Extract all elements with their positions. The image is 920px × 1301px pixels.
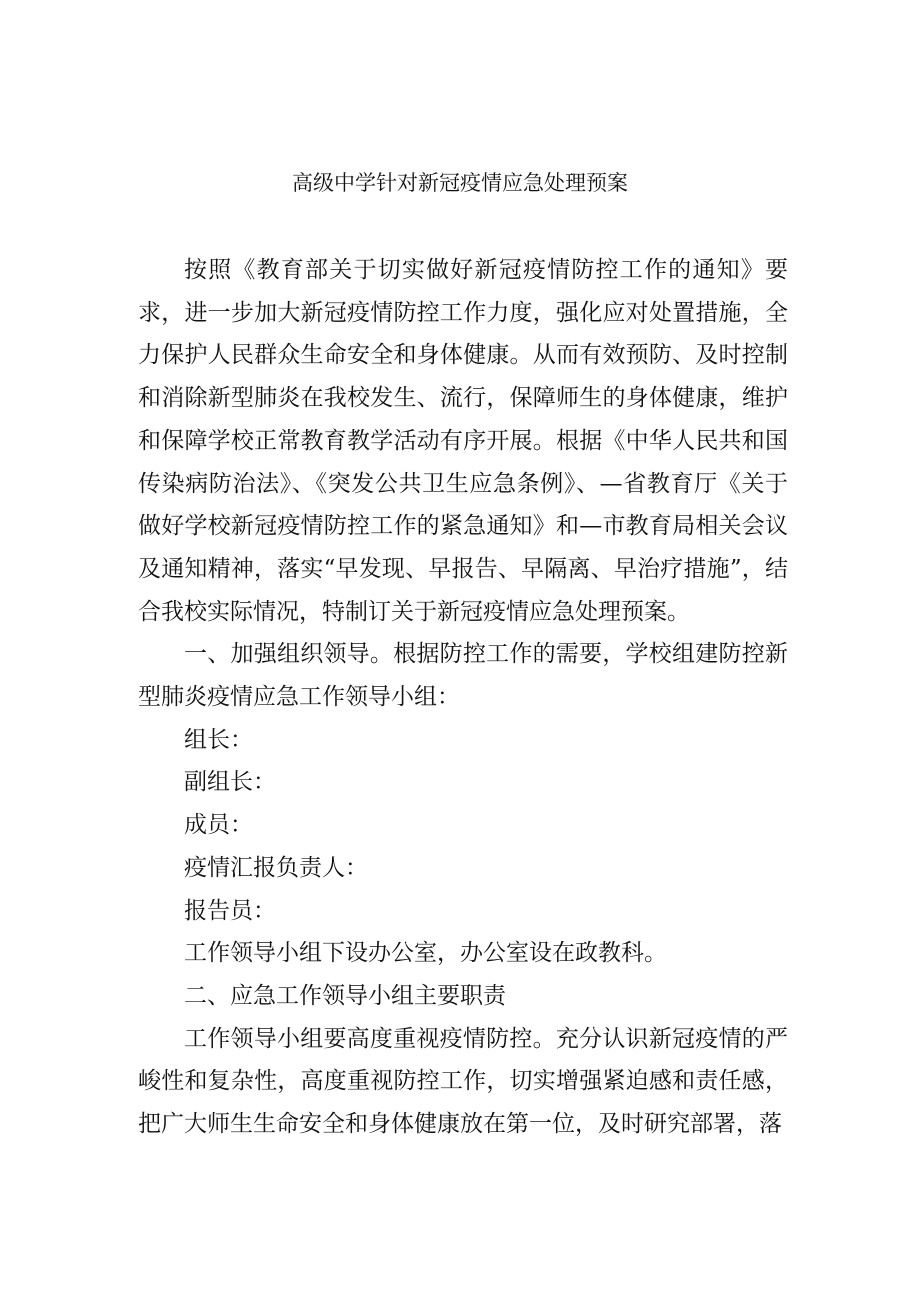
document-title: 高级中学针对新冠疫情应急处理预案 <box>292 171 628 195</box>
leader-line: 组长： <box>184 726 253 753</box>
reporter-line: 报告员： <box>184 897 276 924</box>
section-1-paragraph: 一、加强组织领导。根据防控工作的需要，学校组建防控新型肺炎疫情应急工作领导小组： <box>138 641 788 711</box>
intro-paragraph: 按照《教育部关于切实做好新冠疫情防控工作的通知》要求，进一步加大新冠疫情防控工作力度，强化应对处置措施，全力保护人民群众生命安全和身体健康。从而有效预防、及时控制和消除新型肺炎在我校发生、流行，保障师生的身体健康，维护和保障学校正常教育教学活动有序开展。根据《中华人民共和国传染病防治法》、《突发公共卫生应急条例》、—省教育厅《关于做好学校新冠疫情防控工作的紧急通知》和—市教育局相关会议及通知精神，落实“早发现、早报告、早隔离、早治疗措施”，结合我校实际情况，特制订关于新冠疫情应急处理预案。 <box>138 257 788 625</box>
document-body <box>138 249 788 1146</box>
office-line: 工作领导小组下设办公室，办公室设在政教科。 <box>184 940 667 967</box>
deputy-leader-line: 副组长： <box>184 769 276 796</box>
duties-paragraph: 工作领导小组要高度重视疫情防控。充分认识新冠疫情的严峻性和复杂性，高度重视防控工作，切实增强紧迫感和责任感，把广大师生生命安全和身体健康放在第一位，及时研究部署，落 <box>138 1025 788 1138</box>
members-line: 成员： <box>184 812 253 839</box>
reporting-head-line: 疫情汇报负责人： <box>184 854 368 881</box>
section-2-heading: 二、应急工作领导小组主要职责 <box>184 982 506 1009</box>
